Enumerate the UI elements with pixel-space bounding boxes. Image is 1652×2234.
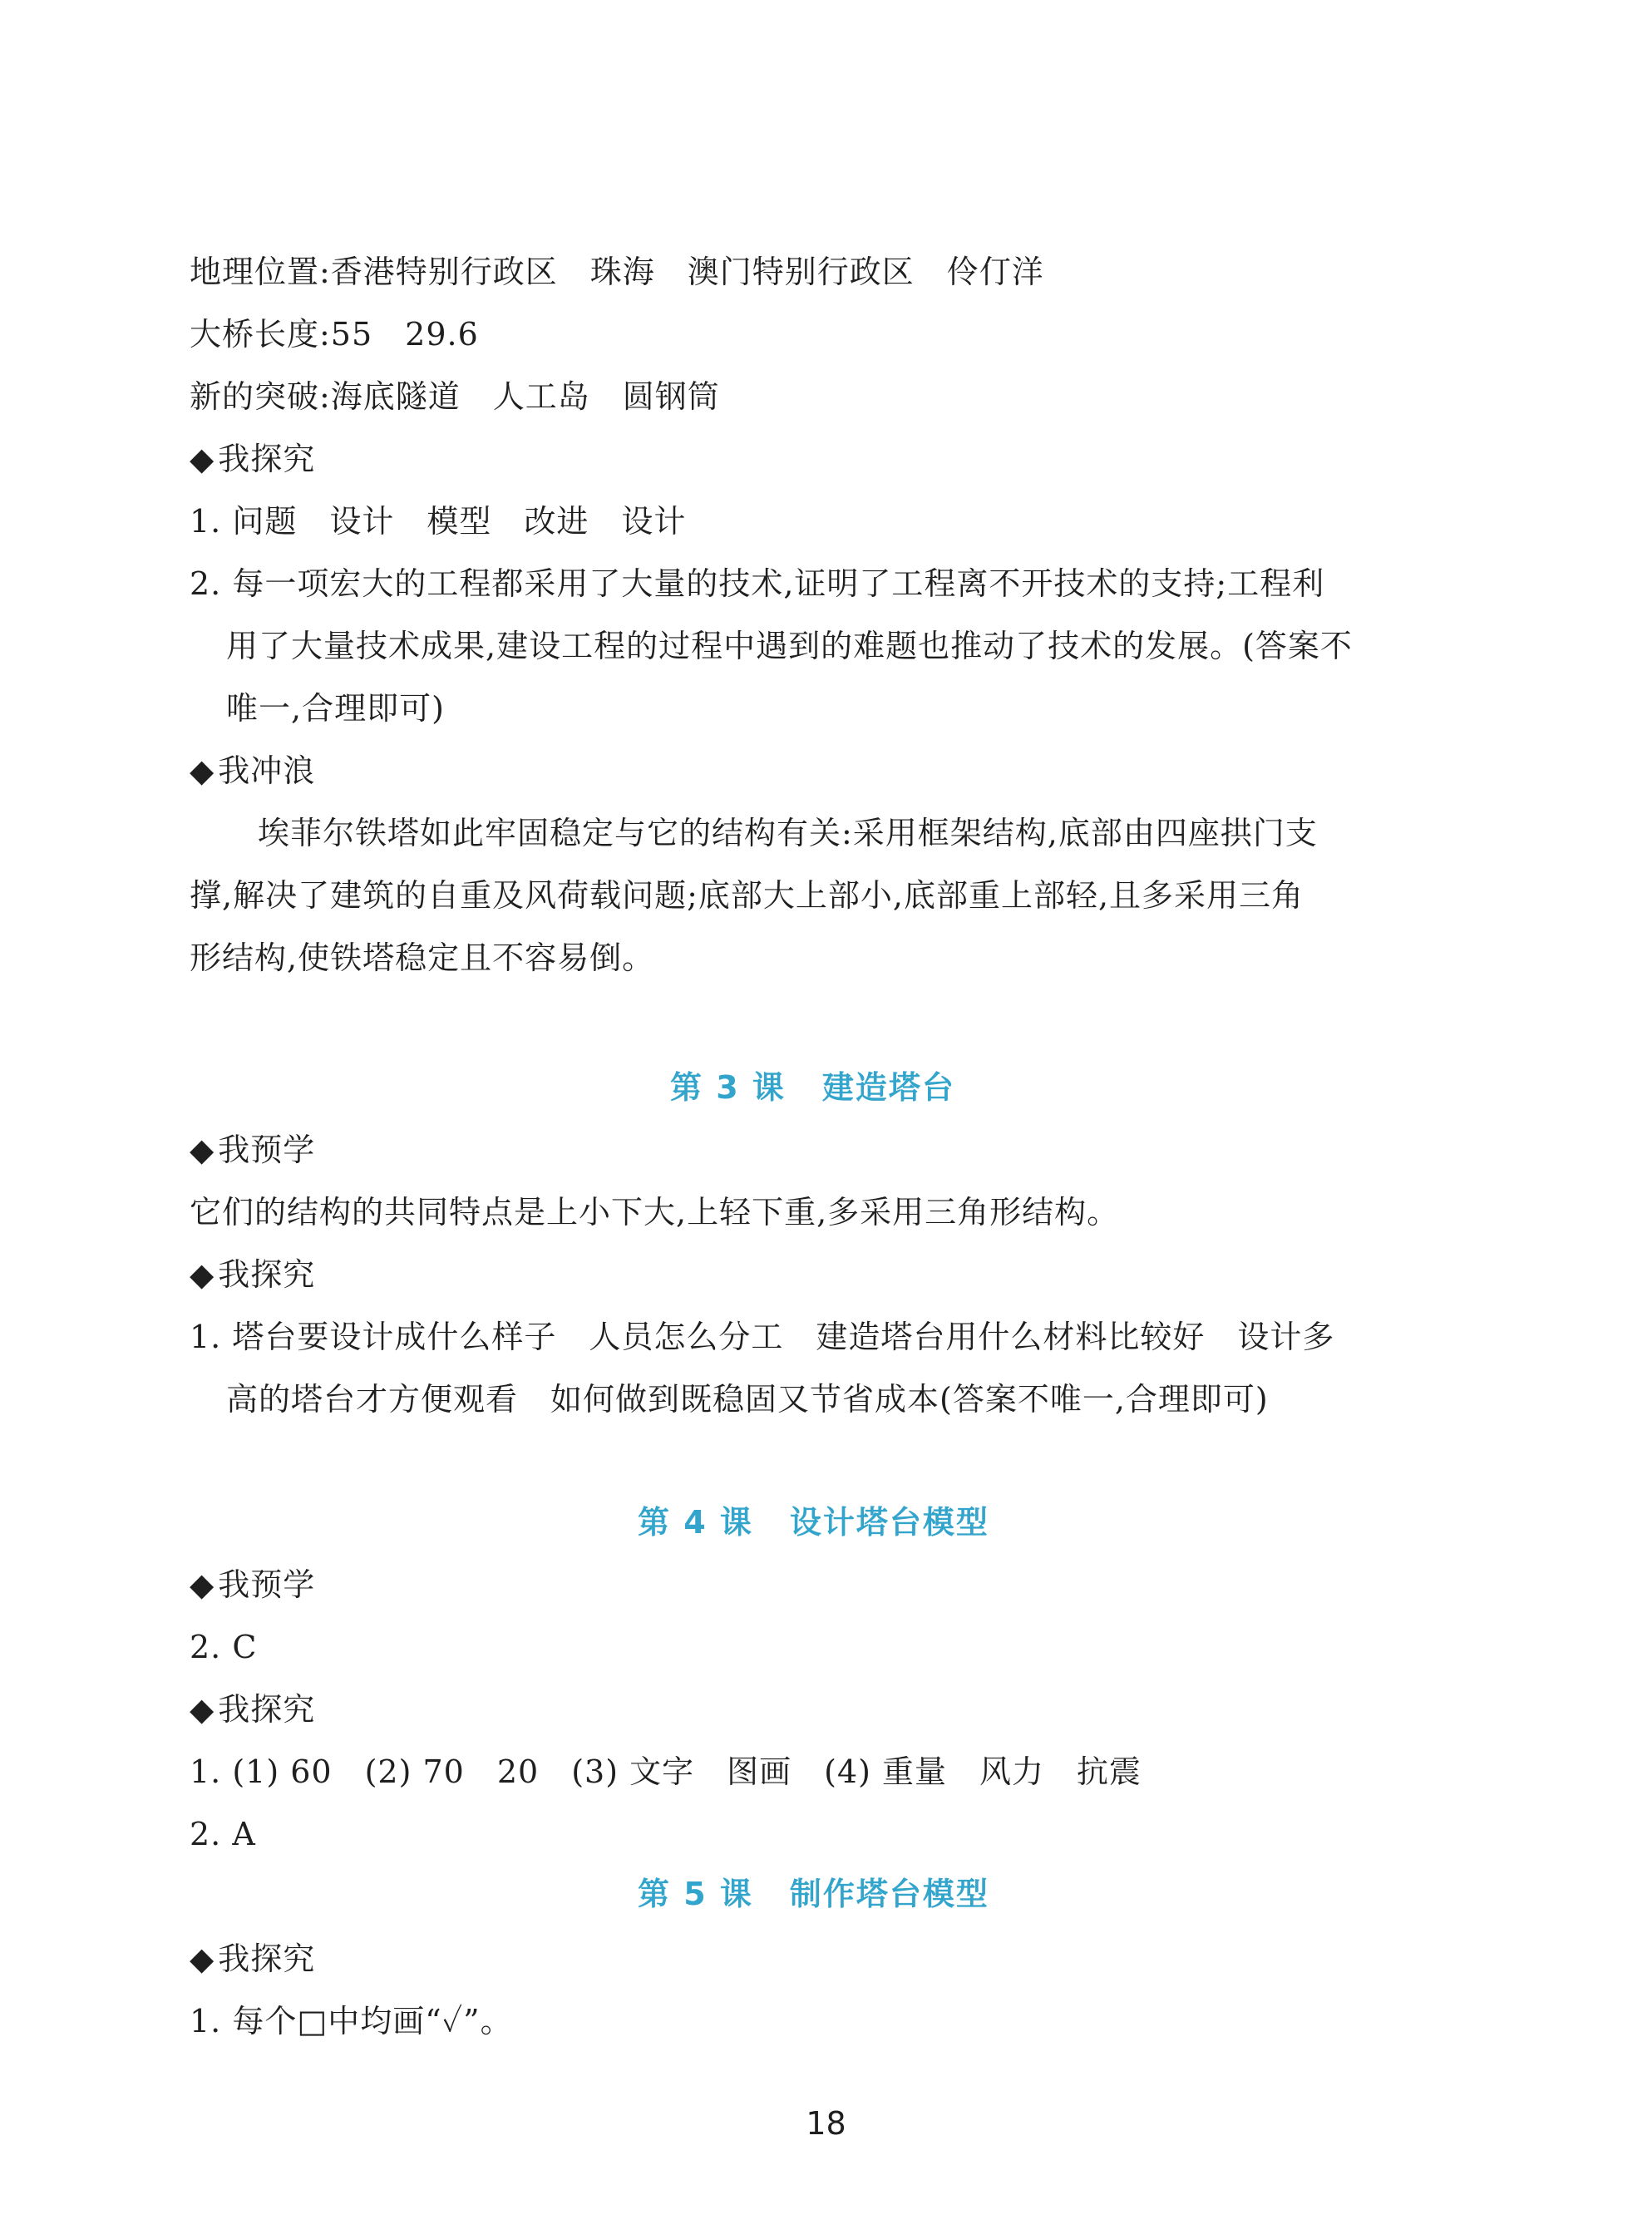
answer-line: 1. (1) 60 (2) 70 20 (3) 文字 图画 (4) 重量 风力 抗震 (190, 1753, 1142, 1790)
heading-label: 我冲浪 (218, 752, 316, 789)
diamond-bullet-icon: ◆ (190, 1132, 215, 1168)
lesson-3-title (670, 1067, 955, 1108)
diamond-bullet-icon: ◆ (190, 441, 215, 477)
lesson-number: 第 5 课 (638, 1876, 753, 1912)
page-number: 18 (806, 2105, 846, 2142)
diamond-bullet-icon: ◆ (190, 1691, 215, 1728)
answer-line: 2. 每一项宏大的工程都采用了大量的技术,证明了工程离不开技术的支持;工程利 (190, 565, 1325, 602)
heading-label: 我探究 (218, 441, 316, 477)
length-line: 大桥长度:55 29.6 (190, 316, 479, 353)
answer-line: 唯一,合理即可) (226, 690, 445, 727)
paragraph-line: 撑,解决了建筑的自重及风荷载问题;底部大上部小,底部重上部轻,且多采用三角 (190, 877, 1304, 914)
section-heading-preview (190, 1564, 315, 1605)
lesson-number: 第 4 课 (638, 1504, 753, 1541)
heading-label: 我探究 (218, 1691, 316, 1728)
diamond-bullet-icon: ◆ (190, 1256, 215, 1293)
section-heading-explore (190, 1254, 315, 1295)
lesson-4-title (638, 1502, 989, 1543)
lesson-5-title (638, 1873, 989, 1915)
answer-line: 1. 塔台要设计成什么样子 人员怎么分工 建造塔台用什么材料比较好 设计多 (190, 1319, 1335, 1355)
answer-line: 1. 问题 设计 模型 改进 设计 (190, 503, 687, 540)
geo-line: 地理位置:香港特别行政区 珠海 澳门特别行政区 伶仃洋 (190, 254, 1044, 290)
diamond-bullet-icon: ◆ (190, 752, 215, 789)
diamond-bullet-icon: ◆ (190, 1566, 215, 1603)
heading-label: 我探究 (218, 1941, 316, 1977)
heading-label: 我探究 (218, 1256, 316, 1293)
answer-line: 用了大量技术成果,建设工程的过程中遇到的难题也推动了技术的发展。(答案不 (226, 628, 1353, 664)
paragraph-line: 埃菲尔铁塔如此牢固稳定与它的结构有关:采用框架结构,底部由四座拱门支 (258, 815, 1318, 851)
lesson-name: 建造塔台 (821, 1069, 955, 1106)
heading-label: 我预学 (218, 1566, 316, 1603)
diamond-bullet-icon: ◆ (190, 1941, 215, 1977)
answer-line: 2. C (190, 1629, 258, 1665)
section-heading-explore (190, 1938, 315, 1980)
paragraph-line: 形结构,使铁塔稳定且不容易倒。 (190, 939, 655, 976)
answer-line: 高的塔台才方便观看 如何做到既稳固又节省成本(答案不唯一,合理即可) (226, 1381, 1269, 1418)
lesson-name: 设计塔台模型 (789, 1504, 989, 1541)
lesson-number: 第 3 课 (670, 1069, 786, 1106)
answer-line: 2. A (190, 1816, 256, 1852)
lesson-name: 制作塔台模型 (789, 1876, 989, 1912)
section-heading-preview (190, 1129, 315, 1171)
breakthrough-line: 新的突破:海底隧道 人工岛 圆钢筒 (190, 378, 720, 415)
heading-label: 我预学 (218, 1132, 316, 1168)
section-heading-surf (190, 750, 315, 792)
answer-line: 1. 每个□中均画“✓”。 (190, 2003, 513, 2039)
answer-line: 它们的结构的共同特点是上小下大,上轻下重,多采用三角形结构。 (190, 1194, 1120, 1230)
section-heading-explore (190, 1689, 315, 1730)
section-heading-explore (190, 438, 315, 480)
